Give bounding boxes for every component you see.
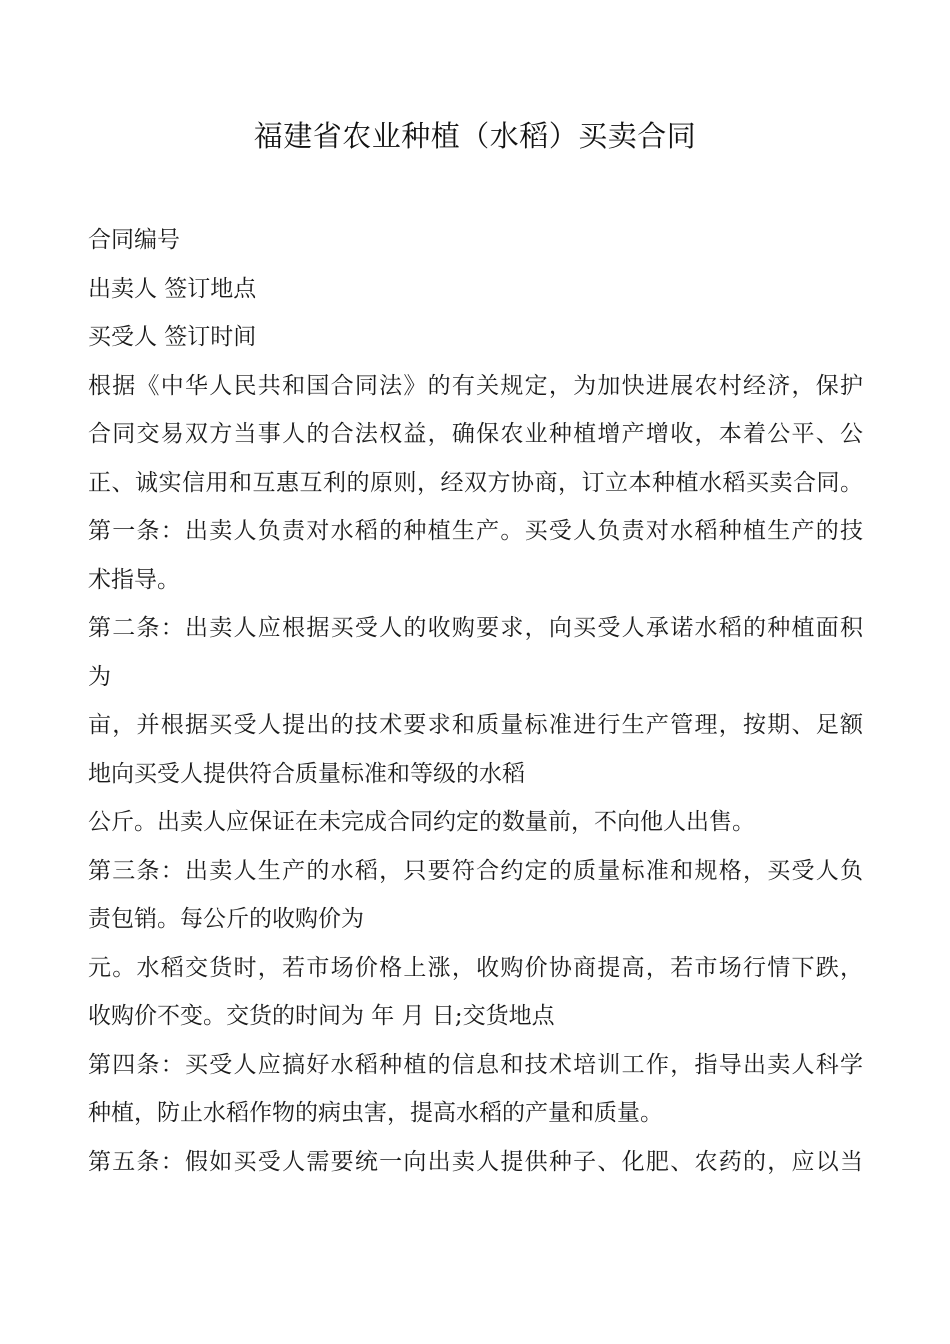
article-2-line-3: 亩，并根据买受人提出的技术要求和质量标准进行生产管理，按期、足额: [88, 712, 863, 738]
article-2-line-5: 公斤。出卖人应保证在未完成合同约定的数量前，不向他人出售。: [88, 809, 755, 835]
article-2-line-2: 为: [88, 663, 111, 690]
document-body: [88, 216, 863, 1186]
article-1-line-2: 术指导。: [88, 566, 180, 593]
article-3-line-1: 第三条：出卖人生产的水稻，只要符合约定的质量标准和规格，买受人负: [88, 857, 863, 884]
article-1-line-1: 第一条：出卖人负责对水稻的种植生产。买受人负责对水稻种植生产的技: [88, 518, 863, 544]
document-title: 福建省农业种植（水稻）买卖合同: [253, 119, 697, 153]
article-4-line-2: 种植，防止水稻作物的病虫害，提高水稻的产量和质量。: [88, 1100, 663, 1126]
seller-line: 出卖人 签订地点: [88, 275, 257, 302]
article-4-line-1: 第四条：买受人应搞好水稻种植的信息和技术培训工作，指导出卖人科学: [88, 1051, 863, 1078]
article-2-line-4: 地向买受人提供符合质量标准和等级的水稻: [88, 760, 525, 787]
article-5-line-1: 第五条：假如买受人需要统一向出卖人提供种子、化肥、农药的，应以当: [88, 1148, 863, 1175]
preamble-line-3: 正、诚实信用和互惠互利的原则，经双方协商，订立本种植水稻买卖合同。: [88, 469, 863, 496]
article-3-line-4: 收购价不变。交货的时间为 年 月 日;交货地点: [88, 1003, 555, 1029]
article-3-line-3: 元。水稻交货时，若市场价格上涨，收购价协商提高，若市场行情下跌，: [88, 954, 863, 981]
contract-number-line: 合同编号: [88, 227, 180, 253]
article-2-line-1: 第二条：出卖人应根据买受人的收购要求，向买受人承诺水稻的种植面积: [88, 615, 863, 641]
buyer-line: 买受人 签订时间: [88, 324, 257, 350]
preamble-line-2: 合同交易双方当事人的合法权益，确保农业种植增产增收，本着公平、公: [88, 421, 863, 447]
article-3-line-2: 责包销。每公斤的收购价为: [88, 906, 364, 932]
preamble-line-1: 根据《中华人民共和国合同法》的有关规定，为加快进展农村经济，保护: [88, 372, 863, 399]
